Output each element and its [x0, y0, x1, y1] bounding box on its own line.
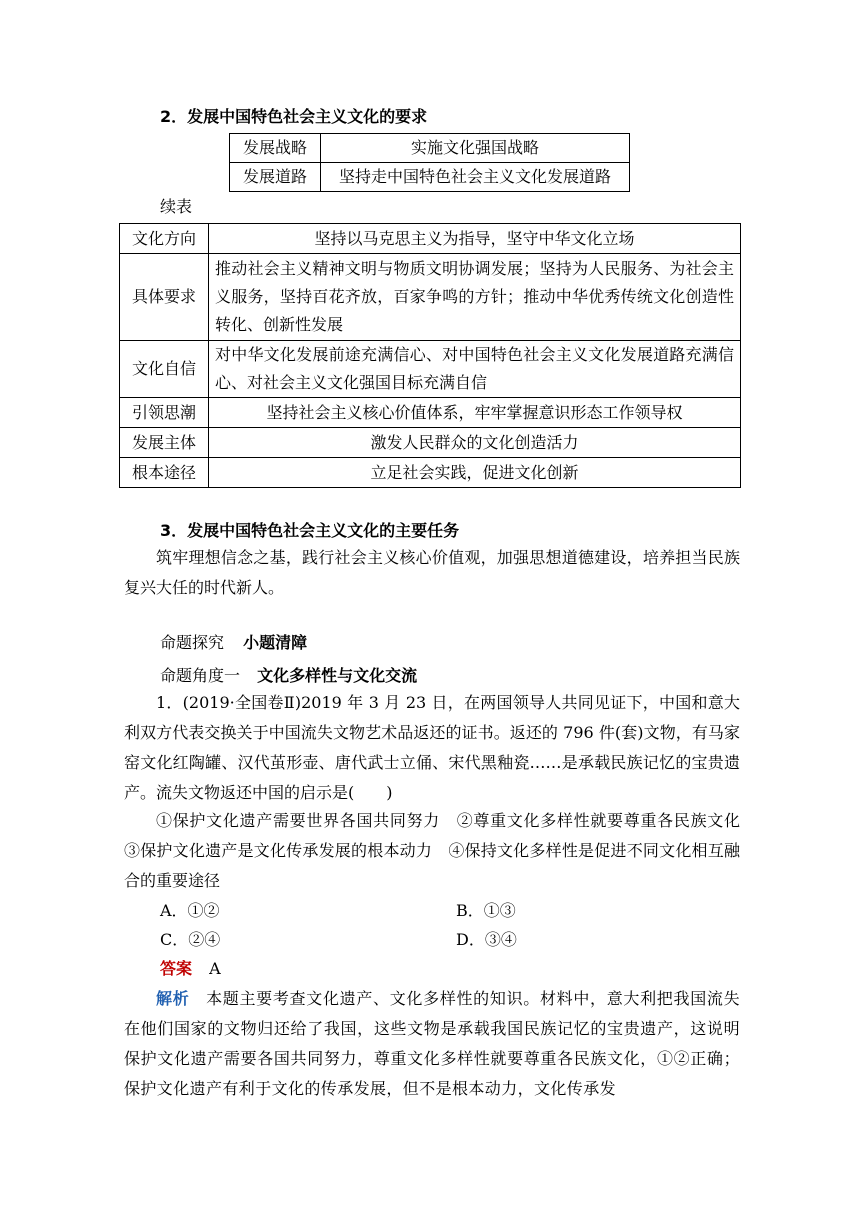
explore-heading: [160, 630, 307, 653]
table-content-cell: 推动社会主义精神文明与物质文明协调发展；坚持为人民服务、为社会主义服务，坚持百花齐放，百家争鸣的方针；推动中华优秀传统文化创造性转化、创新性发展: [209, 254, 741, 341]
table-label-cell: 发展主体: [120, 428, 209, 458]
continued-label: 续表: [160, 197, 193, 216]
table-content-cell: 实施文化强国战略: [321, 134, 630, 163]
table-row: [120, 224, 741, 254]
table-content-cell: 激发人民群众的文化创造活力: [209, 428, 741, 458]
option-a: A．①②: [160, 901, 220, 920]
analysis-label: 解析: [156, 989, 190, 1008]
angle-title: 文化多样性与文化交流: [257, 666, 418, 685]
angle-heading: [160, 663, 417, 686]
table-row: [120, 254, 741, 341]
table-label-cell: 发展道路: [230, 163, 321, 192]
table-row: [120, 341, 741, 398]
strategy-table: [229, 133, 630, 192]
table-content-cell: 坚持社会主义核心价值体系，牢牢掌握意识形态工作领导权: [209, 398, 741, 428]
question-statements: ①保护文化遗产需要世界各国共同努力 ②尊重文化多样性就要尊重各民族文化 ③保护文化遗产是文化传承发展的根本动力 ④保持文化多样性是促进不同文化相互融合的重要途径: [124, 811, 757, 890]
table-content-cell: 坚持走中国特色社会主义文化发展道路: [321, 163, 630, 192]
explore-title: 小题清障: [243, 633, 308, 652]
table-label-cell: 文化自信: [120, 341, 209, 398]
table-label-cell: 根本途径: [120, 458, 209, 488]
section-body: 筑牢理想信念之基，践行社会主义核心价值观，加强思想道德建设，培养担当民族复兴大任的时代新人。: [124, 548, 740, 597]
table-content-cell: 立足社会实践，促进文化创新: [209, 458, 741, 488]
analysis-paragraph: [124, 984, 740, 1104]
answer-value: A: [209, 959, 221, 978]
answer-line: [160, 954, 221, 984]
table-content-cell: 对中华文化发展前途充满信心、对中国特色社会主义文化发展道路充满信心、对社会主义文化强国目标充满自信: [209, 341, 741, 398]
table-label-cell: 文化方向: [120, 224, 209, 254]
question-stem: 1．(2019·全国卷Ⅱ)2019 年 3 月 23 日，在两国领导人共同见证下，中国和意大利双方代表交换关于中国流失文物艺术品返还的证书。返还的 796 件(套)文物，有马家窑文化红陶罐、汉代茧形壶、唐代武士立俑、宋代黑釉瓷……是承载民族记忆的宝贵遗产。流失文物返还中国的启示是( ): [124, 693, 740, 802]
table-row: [230, 134, 630, 163]
table-row: [120, 428, 741, 458]
requirements-table: [119, 223, 741, 488]
section-heading: 2．发展中国特色社会主义文化的要求: [160, 107, 428, 126]
analysis-text: 本题主要考查文化遗产、文化多样性的知识。材料中，意大利把我国流失在他们国家的文物归还给了我国，这些文物是承载我国民族记忆的宝贵遗产，这说明保护文化遗产需要各国共同努力，尊重文化多样性就要尊重各民族文化，①②正确；保护文化遗产有利于文化的传承发展，但不是根本动力，文化传承发: [124, 989, 740, 1098]
section-heading: 3．发展中国特色社会主义文化的主要任务: [160, 521, 460, 540]
table-label-cell: 引领思潮: [120, 398, 209, 428]
table-label-cell: 具体要求: [120, 254, 209, 341]
option-c: C．②④: [160, 930, 221, 949]
table-content-cell: 坚持以马克思主义为指导，坚守中华文化立场: [209, 224, 741, 254]
option-d: D．③④: [456, 930, 517, 949]
table-row: [230, 163, 630, 192]
table-row: [120, 458, 741, 488]
explore-label: 命题探究: [160, 633, 225, 652]
angle-label: 命题角度一: [160, 666, 241, 685]
option-b: B．①③: [456, 901, 516, 920]
answer-label: 答案: [160, 959, 193, 978]
table-row: [120, 398, 741, 428]
table-label-cell: 发展战略: [230, 134, 321, 163]
